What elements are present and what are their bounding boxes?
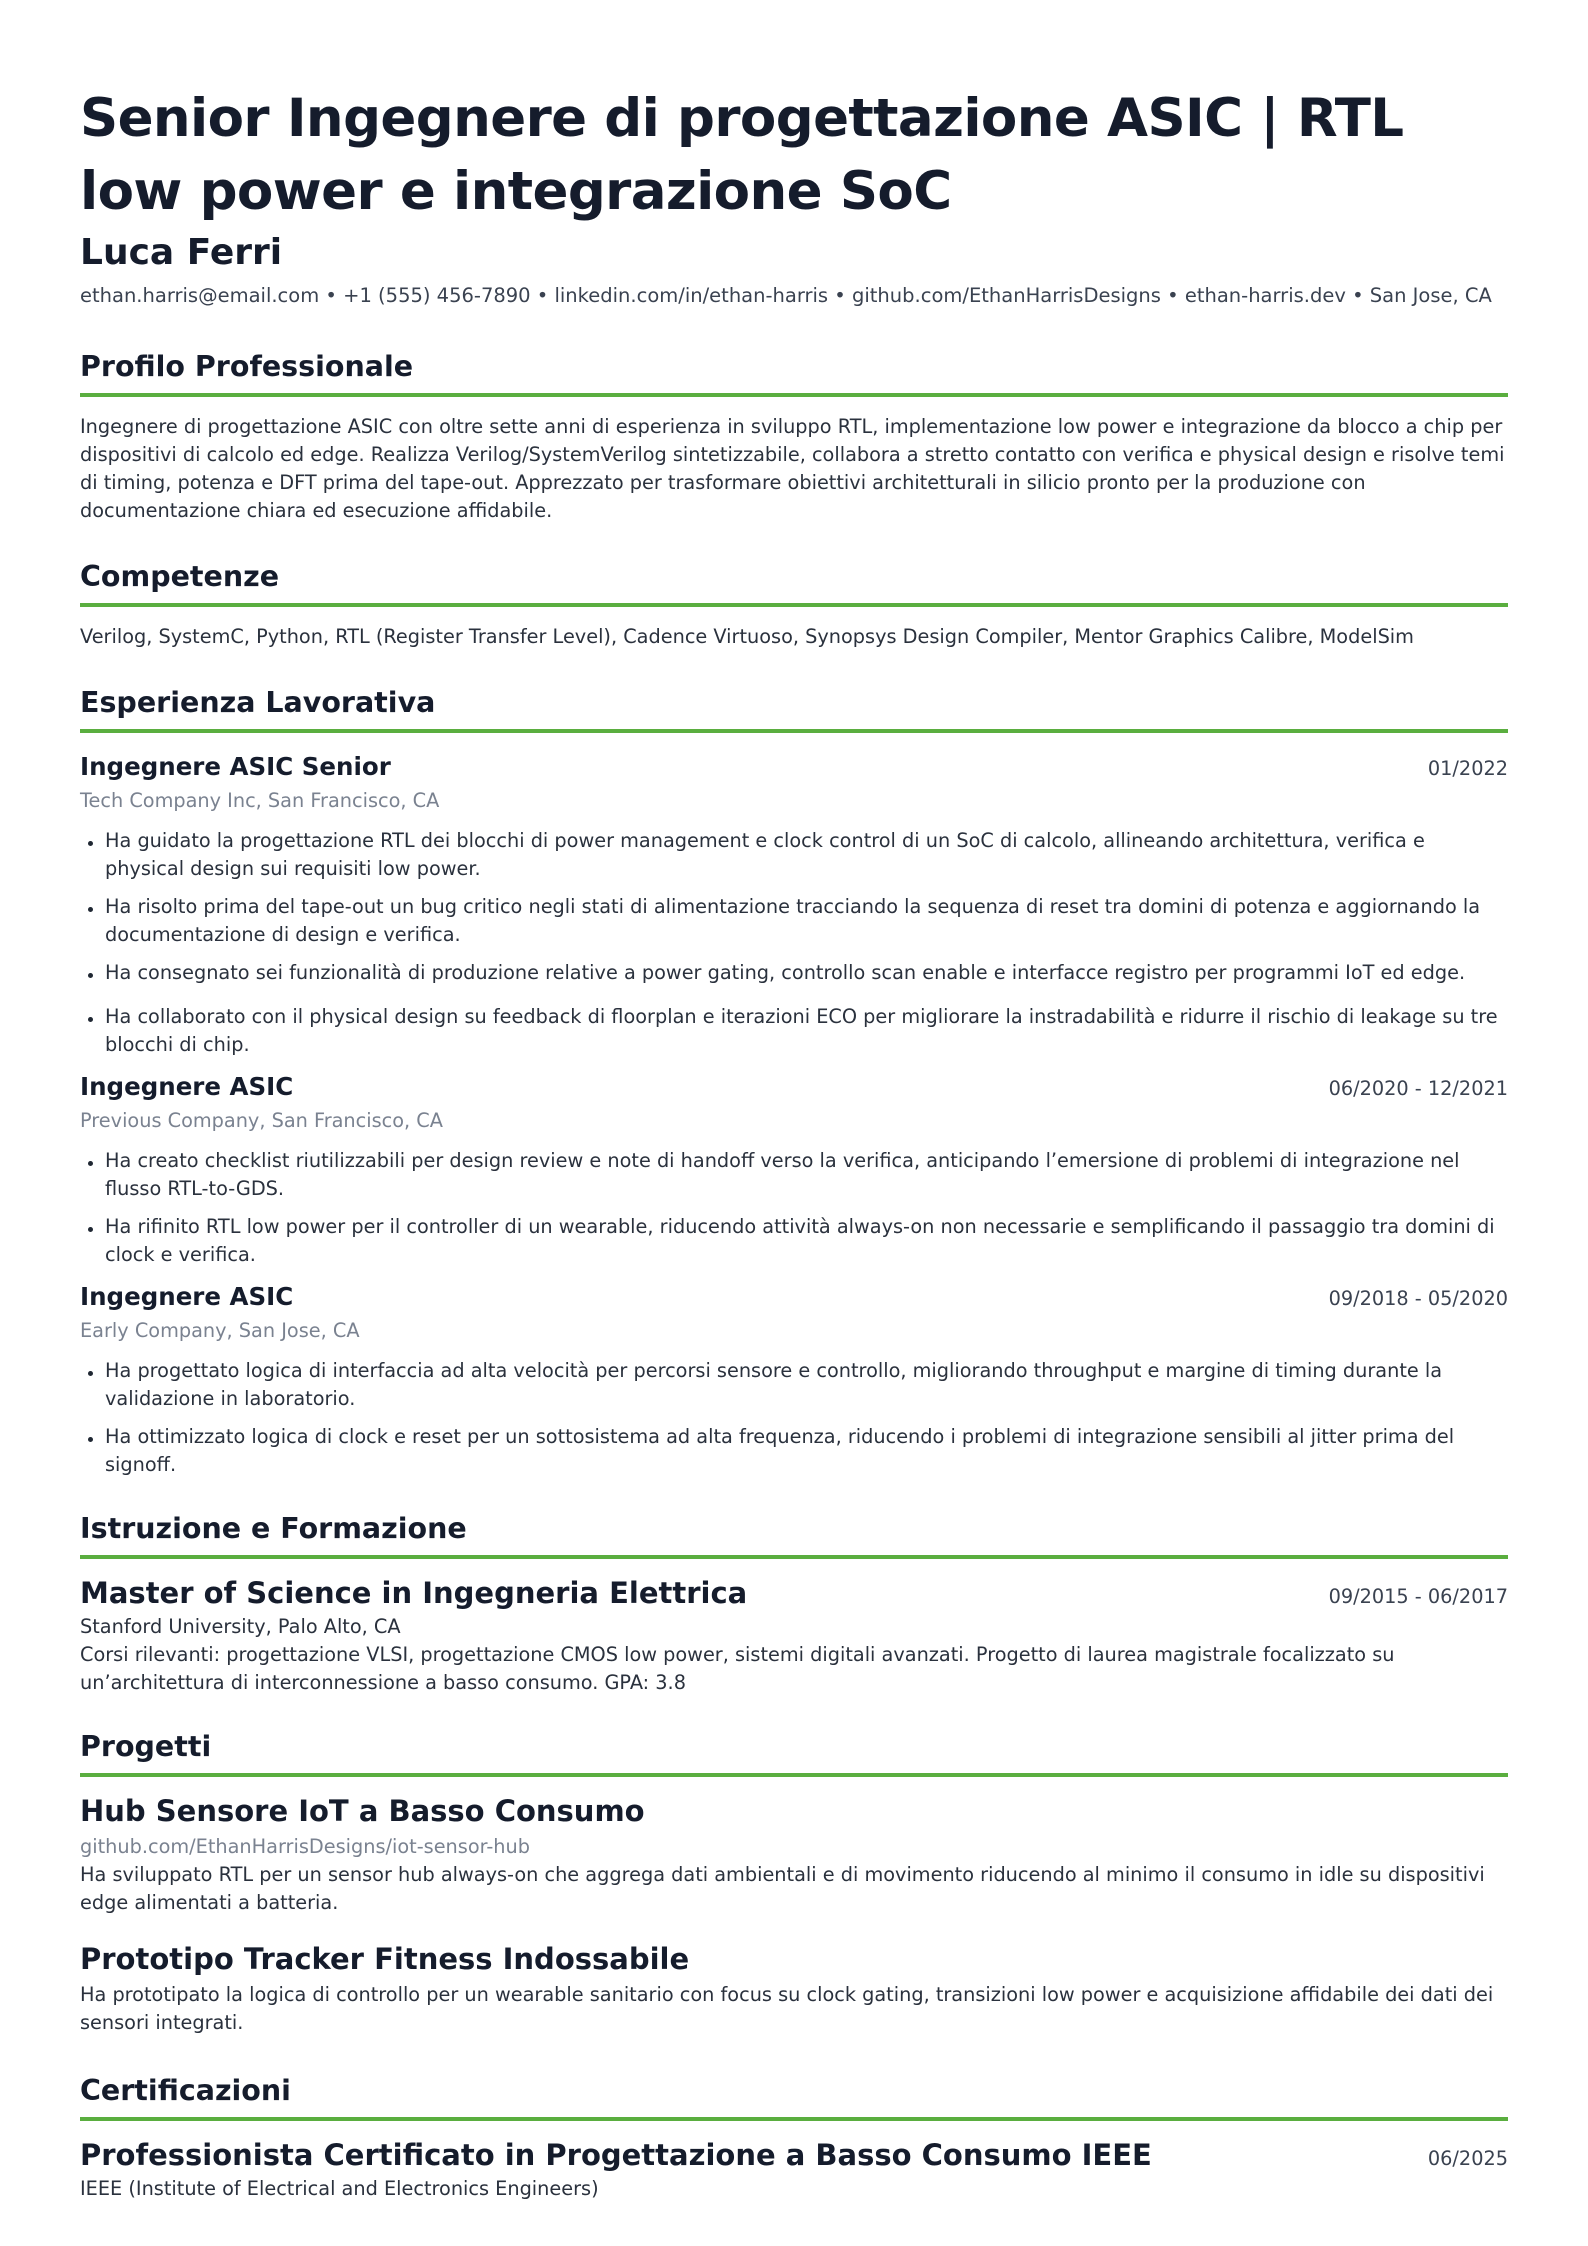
- job-entry: [80, 749, 1508, 1059]
- project-description: Ha sviluppato RTL per un sensor hub always-on che aggrega dati ambientali e di movimento riducendo al minimo il consumo in idle su dispositivi edge alimentati a batteria.: [80, 1863, 1485, 1914]
- school-name: Stanford University, Palo Alto, CA: [80, 1615, 401, 1638]
- job-title: Ingegnere ASIC: [80, 1072, 294, 1101]
- job-list: [80, 749, 1508, 1479]
- contact-line: ethan.harris@email.com • +1 (555) 456-7890 • linkedin.com/in/ethan-harris • github.com/EthanHarrisDesigns • ethan-harris.dev • San Jose, CA: [80, 284, 1492, 307]
- job-date: 06/2020 - 12/2021: [1328, 1077, 1508, 1100]
- job-date: 01/2022: [1427, 757, 1508, 780]
- certification-issuer: IEEE (Institute of Electrical and Electronics Engineers): [80, 2177, 599, 2200]
- education-entry: [80, 1573, 1508, 1697]
- job-title: Ingegnere ASIC: [80, 1282, 294, 1311]
- project-title: Hub Sensore IoT a Basso Consumo: [80, 1794, 645, 1828]
- certification-title: Professionista Certificato in Progettazione a Basso Consumo IEEE: [80, 2138, 1152, 2172]
- project-description: Ha prototipato la logica di controllo per un wearable sanitario con focus su clock gating, transizioni low power e acquisizione affidabile dei dati dei sensori integrati.: [80, 1983, 1494, 2034]
- skills-heading: Competenze: [80, 559, 1508, 607]
- education-date: 09/2015 - 06/2017: [1328, 1585, 1508, 1608]
- job-bullet: Ha progettato logica di interfaccia ad alta velocità per percorsi sensore e controllo, migliorando throughput e margine di timing durante la validazione in laboratorio.: [80, 1357, 1508, 1413]
- job-header: [80, 749, 1508, 785]
- certification-entry: [80, 2135, 1508, 2203]
- resume-title: Senior Ingegnere di progettazione ASIC | RTL low power e integrazione SoC: [80, 88, 1404, 222]
- job-company: Early Company, San Jose, CA: [80, 1319, 360, 1342]
- job-bullet: Ha collaborato con il physical design su feedback di floorplan e iterazioni ECO per migliorare la instradabilità e ridurre il rischio di leakage su tre blocchi di chip.: [80, 1003, 1508, 1059]
- certification-date: 06/2025: [1427, 2147, 1508, 2170]
- projects-heading: Progetti: [80, 1729, 1508, 1777]
- project-entry: [80, 1939, 1508, 2037]
- job-bullet: Ha guidato la progettazione RTL dei blocchi di power management e clock control di un SoC di calcolo, allineando architettura, verifica e physical design sui requisiti low power.: [80, 827, 1508, 883]
- job-entry: [80, 1279, 1508, 1479]
- skills-section: [80, 559, 1508, 651]
- profile-text: Ingegnere di progettazione ASIC con oltre sette anni di esperienza in sviluppo RTL, implementazione low power e integrazione da blocco a chip per dispositivi di calcolo ed edge. Realizza Verilog/SystemVerilog sintetizzabile, collabora a stretto contatto con verifica e physical design e risolve temi di timing, potenza e DFT prima del tape-out. Apprezzato per trasformare obiettivi architetturali in silicio pronto per la produzione con documentazione chiara ed esecuzione affidabile.: [80, 415, 1505, 522]
- job-date: 09/2018 - 05/2020: [1328, 1287, 1508, 1310]
- certification-header: [80, 2135, 1508, 2175]
- job-header: [80, 1279, 1508, 1315]
- job-company: Tech Company Inc, San Francisco, CA: [80, 789, 440, 812]
- job-title: Ingegnere ASIC Senior: [80, 752, 391, 781]
- project-list: [80, 1791, 1508, 2037]
- education-details: Corsi rilevanti: progettazione VLSI, progettazione CMOS low power, sistemi digitali avanzati. Progetto di laurea magistrale focalizzato su un’architettura di interconnessione a basso consumo. GPA: 3.8: [80, 1643, 1395, 1694]
- job-bullet: Ha ottimizzato logica di clock e reset per un sottosistema ad alta frequenza, riducendo i problemi di integrazione sensibili al jitter prima del signoff.: [80, 1423, 1508, 1479]
- education-section: [80, 1511, 1508, 1697]
- job-header: [80, 1069, 1508, 1105]
- project-entry: [80, 1791, 1508, 1917]
- degree-title: Master of Science in Ingegneria Elettrica: [80, 1576, 748, 1610]
- job-company: Previous Company, San Francisco, CA: [80, 1109, 443, 1132]
- profile-section: [80, 349, 1508, 525]
- job-bullets: [80, 1147, 1508, 1269]
- job-bullet: Ha rifinito RTL low power per il controller di un wearable, riducendo attività always-on non necessarie e semplificando il passaggio tra domini di clock e verifica.: [80, 1213, 1508, 1269]
- job-bullet: Ha consegnato sei funzionalità di produzione relative a power gating, controllo scan enable e interfacce registro per programmi IoT ed edge.: [80, 959, 1508, 987]
- experience-heading: Esperienza Lavorativa: [80, 685, 1508, 733]
- experience-section: [80, 685, 1508, 1479]
- projects-section: [80, 1729, 1508, 2037]
- job-entry: [80, 1069, 1508, 1269]
- job-bullets: [80, 827, 1508, 1059]
- skills-text: Verilog, SystemC, Python, RTL (Register Transfer Level), Cadence Virtuoso, Synopsys Design Compiler, Mentor Graphics Calibre, ModelSim: [80, 625, 1414, 648]
- certifications-heading: Certificazioni: [80, 2073, 1508, 2121]
- profile-heading: Profilo Professionale: [80, 349, 1508, 397]
- education-heading: Istruzione e Formazione: [80, 1511, 1508, 1559]
- project-title: Prototipo Tracker Fitness Indossabile: [80, 1942, 690, 1976]
- job-bullets: [80, 1357, 1508, 1479]
- job-bullet: Ha risolto prima del tape-out un bug critico negli stati di alimentazione tracciando la sequenza di reset tra domini di potenza e aggiornando la documentazione di design e verifica.: [80, 893, 1508, 949]
- project-link[interactable]: github.com/EthanHarrisDesigns/iot-sensor-hub: [80, 1835, 530, 1858]
- job-bullet: Ha creato checklist riutilizzabili per design review e note di handoff verso la verifica, anticipando l’emersione di problemi di integrazione nel flusso RTL-to-GDS.: [80, 1147, 1508, 1203]
- certifications-section: [80, 2073, 1508, 2203]
- candidate-name: Luca Ferri: [80, 232, 283, 273]
- education-header: [80, 1573, 1508, 1613]
